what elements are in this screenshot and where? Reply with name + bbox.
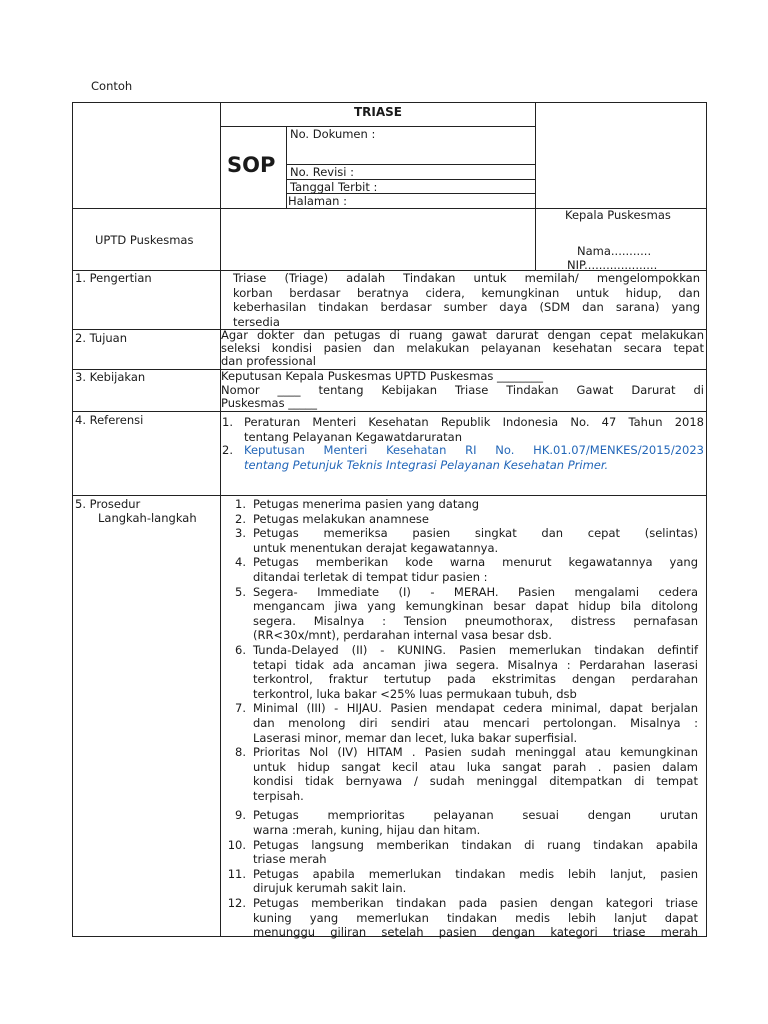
list-item: 12. Petugas memberikan tindakan pada pasien dengan kategori triase kuning yang memerlukan tindakan medis lebih lanjut dapat menunggu giliran setelah pasien dengan kategori triase merah bbox=[227, 896, 698, 940]
nama-field: Nama........... bbox=[577, 244, 652, 258]
no-dokumen-field: No. Dokumen : bbox=[290, 127, 376, 141]
list-item: 6. Tunda-Delayed (II) - KUNING. Pasien memerlukan tindakan defintif tetapi tidak ada ancaman jiwa segera. Misalnya : Perdarahan laserasi terkontrol, fraktur tertutup pada ekstrimitas dengan perdarahan terkontrol, luka bakar <25% luas permukaan tubuh, dsb bbox=[235, 642, 698, 701]
tanggal-terbit-field: Tanggal Terbit : bbox=[290, 180, 378, 194]
prosedur-sublabel: Langkah-langkah bbox=[98, 511, 197, 525]
document-caption: Contoh bbox=[91, 79, 133, 93]
tujuan-text: Agar dokter dan petugas di ruang gawat darurat dengan cepat melakukan seleksi kondisi pasien dan melakukan pelayanan kesehatan secara tepat dan professional bbox=[221, 328, 704, 368]
list-item: 4. Petugas memberikan kode warna menurut kegawatannya yang ditandai terletak di tempat tidur pasien : bbox=[235, 555, 698, 584]
org-name: UPTD Puskesmas bbox=[95, 233, 194, 247]
referensi-num-1: 1. bbox=[222, 415, 233, 429]
pengertian-text: Triase (Triage) adalah Tindakan untuk memilah/ mengelompokkan korban berdasar beratnya cidera, kemungkinan untuk hidup, dan keberhasilan tindakan berdasar sumber daya (SDM dan sarana) yang tersedia bbox=[233, 271, 700, 329]
list-item: 8. Prioritas Nol (IV) HITAM . Pasien sudah meninggal atau kemungkinan untuk hidup sangat kecil atau luka sangat parah . pasien dalam kondisi tidak bernyawa / sudah meninggal ditempatkan di tempat terpisah. bbox=[235, 745, 698, 803]
document-title: TRIASE bbox=[353, 105, 403, 119]
list-item: 5. Segera- Immediate (I) - MERAH. Pasien mengalami cedera mengancam jiwa yang kemungkinan besar dapat hidup bila ditolong segera. Misalnya : Tension pneumothorax, distress pernafasan (RR<30x/mnt), perdarahan internal vasa besar dsb. bbox=[235, 584, 698, 643]
list-item: 1. Petugas menerima pasien yang datang bbox=[235, 497, 480, 511]
kepala-label: Kepala Puskesmas bbox=[565, 208, 671, 222]
prosedur-list bbox=[222, 497, 698, 940]
nip-field: NIP.................... bbox=[567, 258, 658, 272]
referensi-item-2: Keputusan Menteri Kesehatan RI No. HK.01.07/MENKES/2015/2023 tentang Petunjuk Teknis Integrasi Pelayanan Kesehatan Primer. bbox=[244, 443, 704, 472]
referensi-label: 4. Referensi bbox=[75, 413, 144, 427]
list-item: 7. Minimal (III) - HIJAU. Pasien mendapat cedera minimal, dapat berjalan dan menolong diri sendiri atau mencari pertolongan. Misalnya : Laserasi minor, memar dan lecet, luka bakar superfisial. bbox=[235, 701, 698, 745]
list-item: 10. Petugas langsung memberikan tindakan di ruang tindakan apabila triase merah bbox=[227, 837, 698, 867]
referensi-item-1: Peraturan Menteri Kesehatan Republik Indonesia No. 47 Tahun 2018 tentang Pelayanan Kegawatdaruratan bbox=[244, 415, 704, 444]
referensi-num-2: 2. bbox=[222, 443, 233, 457]
prosedur-label: 5. Prosedur bbox=[75, 497, 141, 511]
no-revisi-field: No. Revisi : bbox=[290, 165, 355, 179]
list-item: 2. Petugas melakukan anamnese bbox=[235, 511, 429, 526]
tujuan-label: 2. Tujuan bbox=[75, 331, 128, 345]
list-item: 3. Petugas memeriksa pasien singkat dan cepat (selintas) untuk menentukan derajat kegawatannya. bbox=[235, 526, 698, 555]
sop-label: SOP bbox=[227, 153, 276, 177]
pengertian-label: 1. Pengertian bbox=[75, 271, 152, 285]
list-item: 11. Petugas apabila memerlukan tindakan medis lebih lanjut, pasien dirujuk kerumah sakit lain. bbox=[227, 866, 698, 896]
list-item: 9. Petugas memprioritas pelayanan sesuai dengan urutan warna :merah, kuning, hijau dan hitam. bbox=[235, 808, 698, 838]
halaman-field: Halaman : bbox=[288, 194, 348, 208]
kebijakan-text: Keputusan Kepala Puskesmas UPTD Puskesmas ________ Nomor ____ tentang Kebijakan Triase Tindakan Gawat Darurat di Puskesmas _____ bbox=[221, 369, 704, 410]
kebijakan-label: 3. Kebijakan bbox=[75, 370, 146, 384]
